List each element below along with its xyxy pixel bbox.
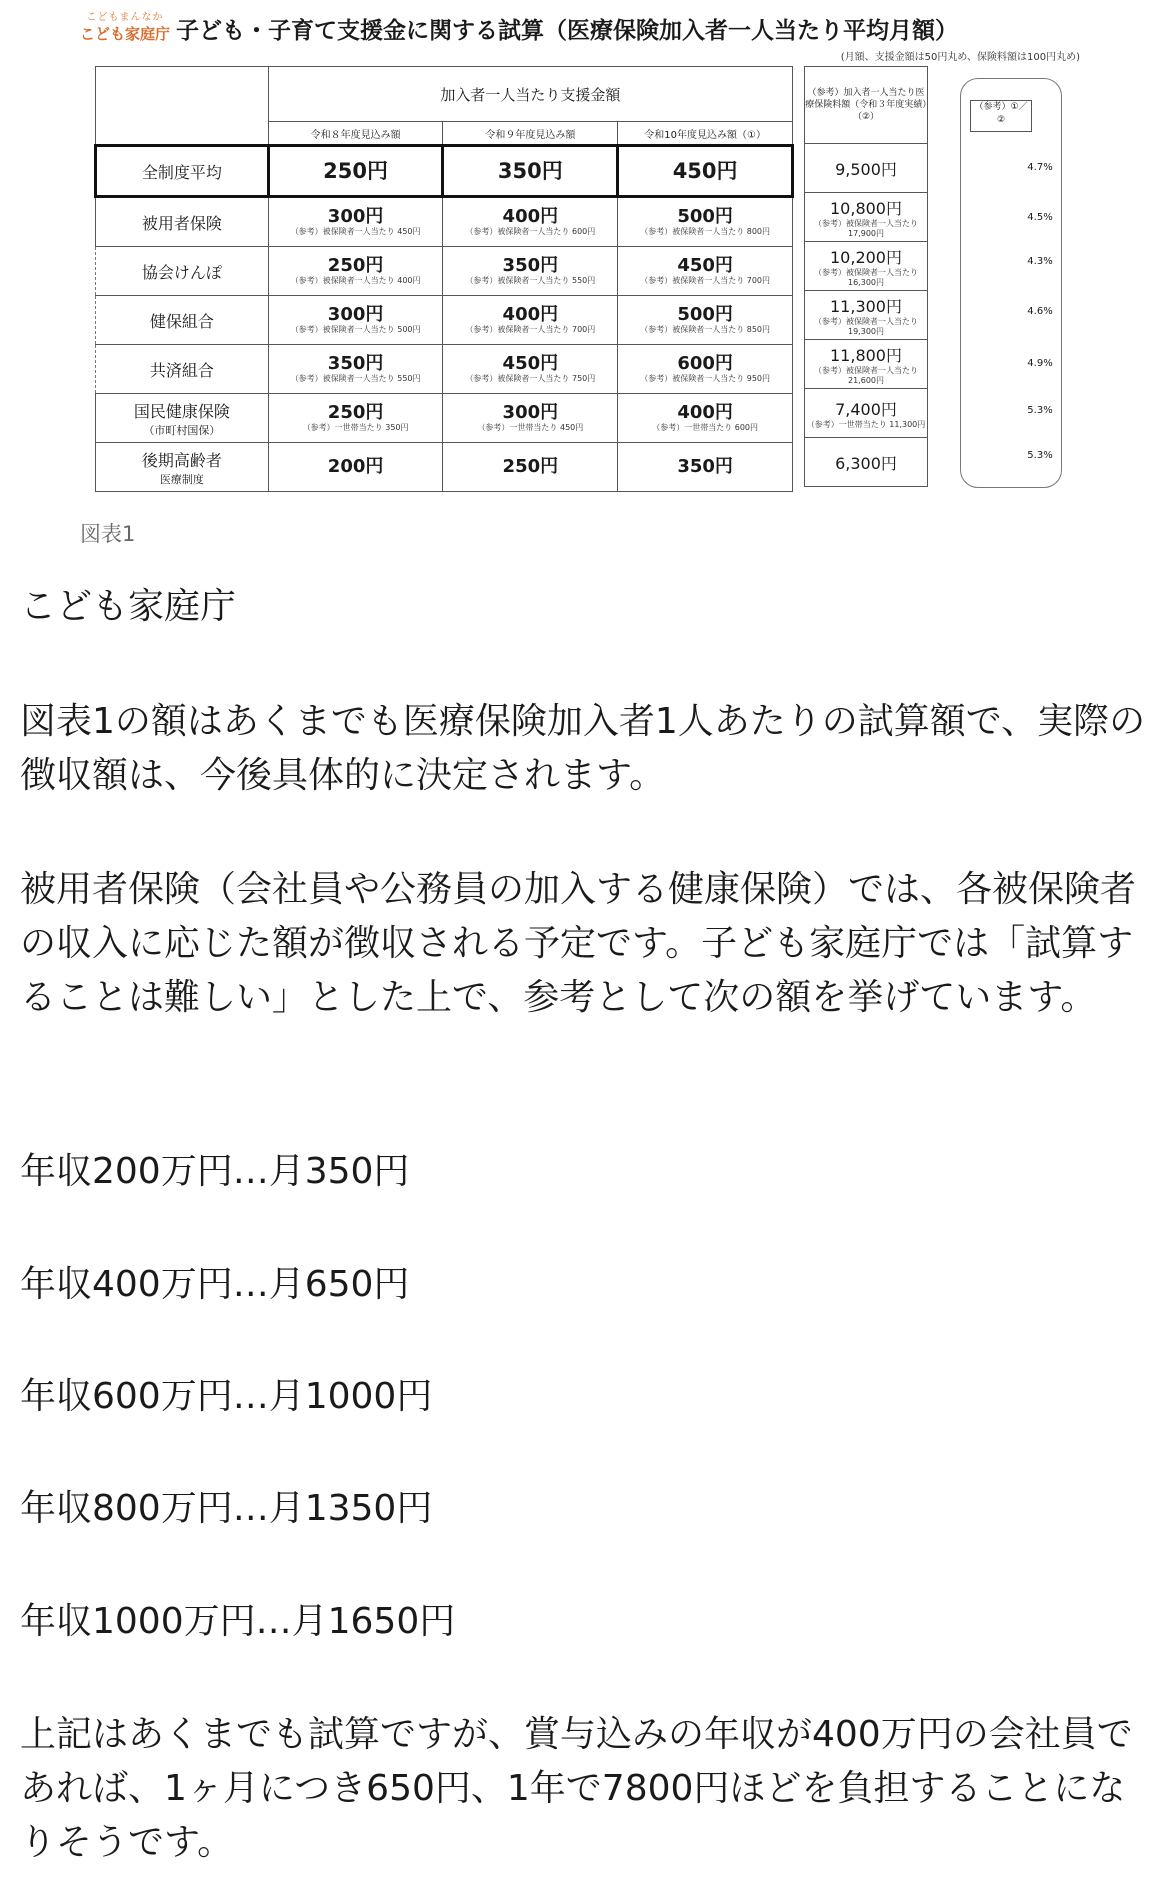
figure-image [80,0,1080,500]
row-label: 共済組合 [96,345,269,394]
value-cell: 300円 （参考）一世帯当たり 450円 [443,394,618,443]
row-label: 被用者保険 [96,197,269,247]
paragraph: 年収1000万円…月1650円 [20,1601,456,1642]
table-row [96,296,793,345]
value-cell: 200円 [268,443,443,492]
ref-cell: 10,800円 （参考）被保険者一人当たり 17,900円 [805,193,928,242]
value-cell: 450円 （参考）被保険者一人当たり 750円 [443,345,618,394]
value-cell: 250円 （参考）被保険者一人当たり 400円 [268,247,443,296]
value-cell: 350円 [443,146,618,197]
value-cell: 350円 （参考）被保険者一人当たり 550円 [443,247,618,296]
paragraph: 被用者保険（会社員や公務員の加入する健康保険）では、各被保険者の収入に応じた額が徴収される予定です。子ども家庭庁では「試算することは難しい」とした上で、参考として次の額を挙げています。 [20,869,1137,1018]
support-table [94,66,794,492]
paragraph: こども家庭庁 [20,586,237,627]
ratio-value: 4.7% [1027,162,1053,173]
ref-cell: 6,300円 [805,438,928,487]
value-cell: 300円 （参考）被保険者一人当たり 450円 [268,197,443,247]
row-label: 健保組合 [96,296,269,345]
table-row [96,247,793,296]
value-cell: 450円 [618,146,793,197]
ratio-value: 4.6% [1027,306,1053,317]
value-cell: 400円 （参考）一世帯当たり 600円 [618,394,793,443]
value-cell: 600円 （参考）被保険者一人当たり 950円 [618,345,793,394]
value-cell: 400円 （参考）被保険者一人当たり 600円 [443,197,618,247]
value-cell: 450円 （参考）被保険者一人当たり 700円 [618,247,793,296]
paragraph: 年収200万円…月350円 [20,1151,410,1192]
ref-cell: 11,800円 （参考）被保険者一人当たり 21,600円 [805,340,928,389]
paragraph: 上記はあくまでも試算ですが、賞与込みの年収が400万円の会社員であれば、1ヶ月につき650円、1年で7800円ほどを負担することになりそうです。 [20,1714,1133,1863]
paragraph: 年収600万円…月1000円 [20,1376,433,1417]
ratio-header: （参考）①／② [970,100,1032,132]
value-cell: 500円 （参考）被保険者一人当たり 800円 [618,197,793,247]
ratio-value: 5.3% [1027,405,1053,416]
sub-header: 令和８年度見込み額 [268,122,443,146]
value-cell: 250円 [268,146,443,197]
row-label: 国民健康保険 （市町村国保） [96,394,269,443]
value-cell: 250円 （参考）一世帯当たり 350円 [268,394,443,443]
ratio-value: 4.9% [1027,358,1053,369]
figure-title: 子ども・子育て支援金に関する試算（医療保険加入者一人当たり平均月額） [176,18,958,44]
table-corner [96,67,269,146]
value-cell: 350円 [618,443,793,492]
ref-cell: 7,400円 （参考）一世帯当たり 11,300円 [805,389,928,438]
ref-cell: 10,200円 （参考）被保険者一人当たり 16,300円 [805,242,928,291]
sub-header: 令和９年度見込み額 [443,122,618,146]
row-label: 協会けんぽ [96,247,269,296]
ratio-value: 4.3% [1027,256,1053,267]
ratio-column [960,78,1062,488]
group-header: 加入者一人当たり支援金額 [268,67,792,122]
paragraph: 図表1の額はあくまでも医療保険加入者1人あたりの試算額で、実際の徴収額は、今後具体的に決定されます。 [20,701,1146,796]
row-label: 後期高齢者 医療制度 [96,443,269,492]
figure-note: (月額、支援金額は50円丸め、保険料額は100円丸め) [840,52,1080,63]
row-label: 全制度平均 [96,146,269,197]
ref-header: （参考）加入者一人当たり医療保険料額（令和３年度実績）（②） [805,67,928,144]
value-cell: 500円 （参考）被保険者一人当たり 850円 [618,296,793,345]
table-row [96,197,793,247]
paragraph: 年収800万円…月1350円 [20,1488,433,1529]
table-row [96,345,793,394]
value-cell: 350円 （参考）被保険者一人当たり 550円 [268,345,443,394]
value-cell: 400円 （参考）被保険者一人当たり 700円 [443,296,618,345]
ratio-value: 4.5% [1027,212,1053,223]
table-row [96,146,793,197]
agency-logo: こどもまんなか こども家庭庁 [80,12,171,43]
reference-table [804,66,928,487]
value-cell: 250円 [443,443,618,492]
table-row [96,394,793,443]
sub-header: 令和10年度見込み額（①） [618,122,793,146]
ref-cell: 11,300円 （参考）被保険者一人当たり 19,300円 [805,291,928,340]
table-row [96,443,793,492]
figure-caption: 図表1 [80,522,136,546]
ratio-value: 5.3% [1027,450,1053,461]
paragraph: 年収400万円…月650円 [20,1264,410,1305]
ref-cell: 9,500円 [805,144,928,193]
value-cell: 300円 （参考）被保険者一人当たり 500円 [268,296,443,345]
